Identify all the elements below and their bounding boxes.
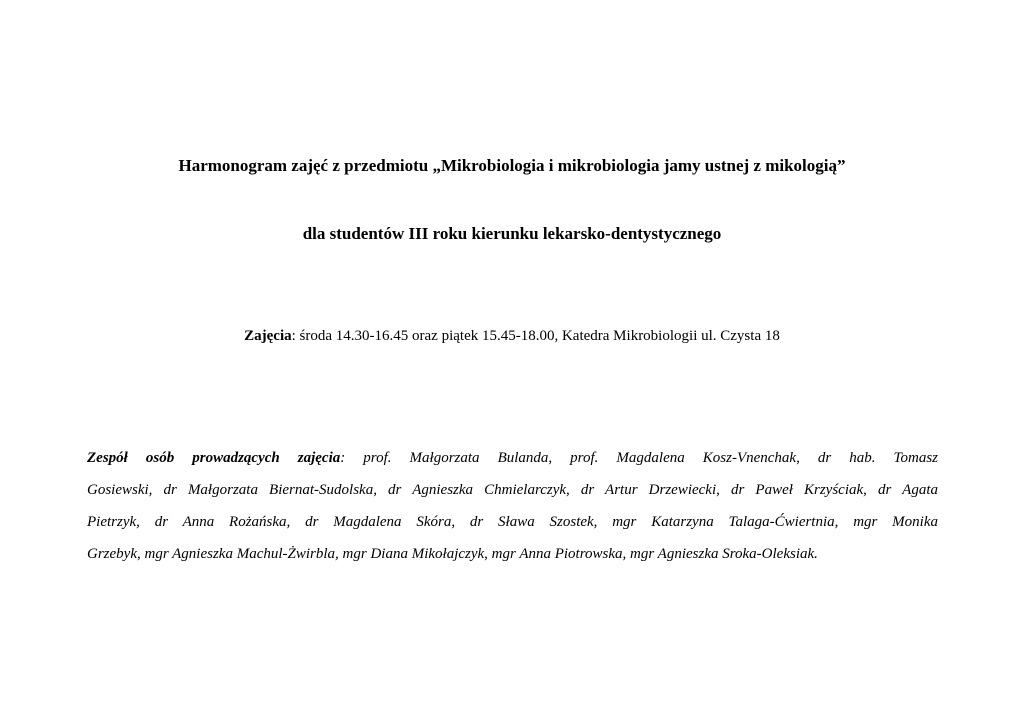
staff-line-1-text: : prof. Małgorzata Bulanda, prof. Magdalena Kosz-Vnenchak, dr hab. Tomasz xyxy=(340,450,938,466)
staff-line-2: Gosiewski, dr Małgorzata Biernat-Sudolska, dr Agnieszka Chmielarczyk, dr Artur Drzewiecki, dr Paweł Krzyściak, dr Agata xyxy=(87,482,938,498)
classes-schedule xyxy=(0,328,1024,345)
document-subtitle: dla studentów III roku kierunku lekarsko-dentystycznego xyxy=(302,224,722,243)
staff-line-3: Pietrzyk, dr Anna Rożańska, dr Magdalena Skóra, dr Sława Szostek, mgr Katarzyna Talaga-Ćwiertnia, mgr Monika xyxy=(87,514,938,530)
classes-label: Zajęcia xyxy=(244,328,292,344)
classes-text: : środa 14.30-16.45 oraz piątek 15.45-18.00, Katedra Mikrobiologii ul. Czysta 18 xyxy=(291,328,780,344)
staff-label: Zespół osób prowadzących zajęcia xyxy=(87,450,341,466)
document-title: Harmonogram zajęć z przedmiotu „Mikrobiologia i mikrobiologia jamy ustnej z mikologią” xyxy=(178,156,846,175)
staff-paragraph xyxy=(87,442,938,570)
staff-line-1 xyxy=(87,442,938,474)
staff-line-4: Grzebyk, mgr Agnieszka Machul-Żwirbla, mgr Diana Mikołajczyk, mgr Anna Piotrowska, mgr Agnieszka Sroka-Oleksiak. xyxy=(87,546,818,562)
